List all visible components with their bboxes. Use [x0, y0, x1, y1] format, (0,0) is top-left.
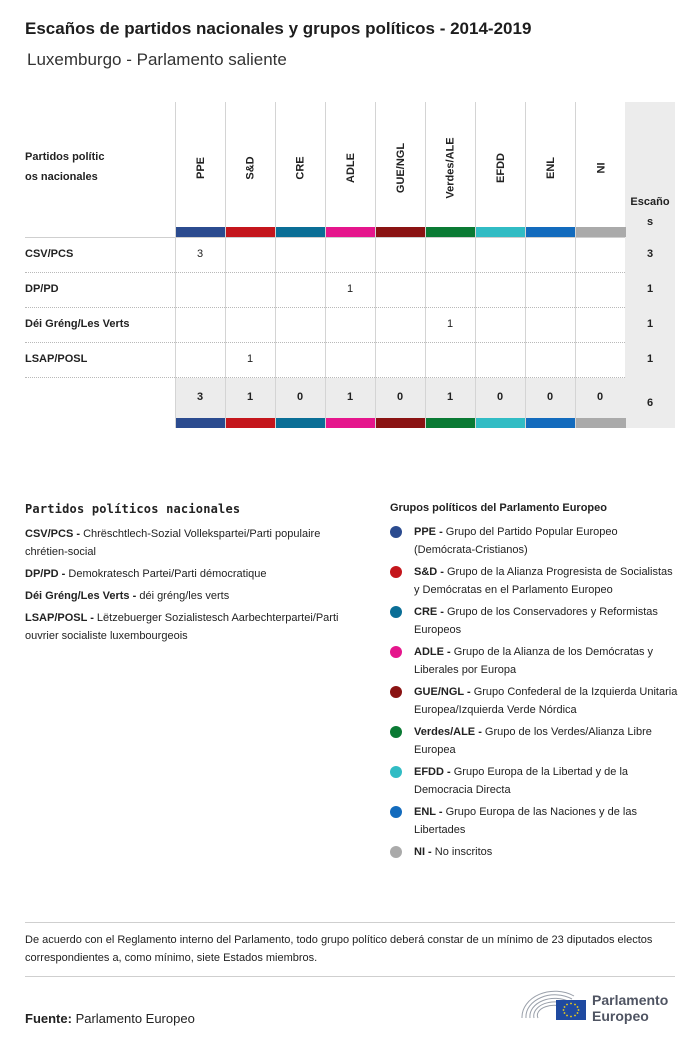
group-full-name: Grupo de la Alianza de los Demócratas y Liberales por Europa — [414, 646, 654, 676]
table-row-party-name: CSV/PCS — [25, 248, 74, 260]
group-color-dot-icon — [390, 566, 402, 578]
group-column — [325, 102, 375, 428]
national-party-legend-item — [25, 565, 365, 583]
page-title: Escaños de partidos nacionales y grupos políticos - 2014-2019 — [25, 19, 532, 38]
group-code: S&D - — [414, 566, 447, 578]
political-group-legend-item — [390, 763, 680, 799]
source-value: Parlamento Europeo — [71, 1011, 195, 1026]
group-full-name: Grupo de la Alianza Progresista de Socialistas y Demócratas en el Parlamento Europeo — [414, 566, 673, 596]
group-color-bar — [176, 227, 226, 237]
group-color-bar — [426, 227, 476, 237]
group-color-bar — [526, 227, 576, 237]
european-parliament-logo — [520, 986, 680, 1026]
group-color-dot-icon — [390, 526, 402, 538]
group-column-header: CRE — [294, 156, 307, 180]
political-group-legend-item — [390, 723, 680, 759]
party-code: Déi Gréng/Les Verts - — [25, 590, 140, 602]
party-full-name: déi gréng/les verts — [139, 590, 230, 602]
seats-header-label: Escaños — [630, 196, 670, 228]
group-total-value: 1 — [446, 391, 454, 403]
political-group-legend-item — [390, 843, 680, 861]
group-color-bar — [526, 418, 576, 428]
footnote-top-divider — [25, 922, 675, 923]
group-color-bar — [276, 227, 326, 237]
group-column-header: Verdes/ALE — [445, 137, 458, 199]
group-color-dot-icon — [390, 646, 402, 658]
group-total-value: 1 — [346, 391, 354, 403]
group-color-dot-icon — [390, 726, 402, 738]
table-row-total: 1 — [646, 283, 654, 295]
table-row-total: 1 — [646, 353, 654, 365]
table-cell-value: 1 — [246, 353, 254, 365]
political-group-legend-item — [390, 643, 680, 679]
group-code: NI - — [414, 846, 435, 858]
group-code: ENL - — [414, 806, 446, 818]
group-code: EFDD - — [414, 766, 454, 778]
group-column — [175, 102, 225, 428]
group-total-value: 1 — [246, 391, 254, 403]
group-color-bar — [326, 418, 376, 428]
logo-text-line1: Parlamento — [592, 992, 669, 1008]
source-line — [25, 1011, 195, 1026]
group-column-header: EFDD — [494, 153, 507, 183]
party-code: DP/PD - — [25, 568, 69, 580]
national-party-legend-item — [25, 587, 365, 605]
group-total-value: 0 — [296, 391, 304, 403]
group-color-dot-icon — [390, 686, 402, 698]
group-column-header: ADLE — [344, 153, 357, 183]
political-group-legend-item — [390, 803, 680, 839]
table-row-total: 3 — [646, 248, 654, 260]
group-color-bar — [176, 418, 226, 428]
group-full-name: Grupo de los Conservadores y Reformistas Europeos — [414, 606, 658, 636]
political-group-legend-item — [390, 683, 680, 719]
seats-column — [625, 102, 675, 428]
group-color-bar — [226, 227, 276, 237]
grand-total-value: 6 — [646, 397, 654, 409]
group-column-header: ENL — [545, 157, 557, 179]
political-groups-legend — [390, 502, 680, 865]
group-code: GUE/NGL - — [414, 686, 474, 698]
source-label: Fuente: — [25, 1011, 72, 1026]
group-column-header: S&D — [244, 156, 257, 180]
table-cell-value: 3 — [196, 248, 204, 260]
group-column — [225, 102, 275, 428]
group-total-value: 0 — [546, 391, 554, 403]
group-color-bar — [276, 418, 326, 428]
party-full-name: Lëtzebuerger Sozialistesch Aarbechterpartei/Parti ouvrier socialiste luxembourgeois — [25, 612, 339, 642]
group-column — [475, 102, 525, 428]
national-party-legend-item — [25, 525, 365, 561]
political-group-legend-item — [390, 563, 680, 599]
group-color-bar — [576, 418, 626, 428]
group-total-value: 3 — [196, 391, 204, 403]
group-column — [525, 102, 575, 428]
national-parties-legend-heading: Partidos políticos nacionales — [25, 502, 241, 516]
group-full-name: Grupo Confederal de la Izquierda Unitaria Europea/Izquierda Verde Nórdica — [414, 686, 678, 716]
european-parliament-hemicycle-icon — [520, 986, 590, 1022]
group-column — [575, 102, 625, 428]
footnote-bottom-divider — [25, 976, 675, 977]
group-total-value: 0 — [396, 391, 404, 403]
group-full-name: No inscritos — [434, 846, 493, 858]
group-code: PPE - — [414, 526, 446, 538]
group-full-name: Grupo del Partido Popular Europeo (Demócrata-Cristianos) — [414, 526, 618, 556]
group-color-bar — [426, 418, 476, 428]
group-color-dot-icon — [390, 846, 402, 858]
group-full-name: Grupo Europa de las Naciones y de las Libertades — [414, 806, 637, 836]
group-color-bar — [576, 227, 626, 237]
table-row-party-name: LSAP/POSL — [25, 353, 88, 365]
party-code: LSAP/POSL - — [25, 612, 97, 624]
group-color-bar — [226, 418, 276, 428]
political-groups-legend-heading: Grupos políticos del Parlamento Europeo — [390, 502, 607, 514]
group-color-dot-icon — [390, 766, 402, 778]
group-code: Verdes/ALE - — [414, 726, 485, 738]
national-parties-legend — [25, 502, 365, 649]
table-cell-value: 1 — [346, 283, 354, 295]
group-code: ADLE - — [414, 646, 454, 658]
national-party-legend-item — [25, 609, 365, 645]
table-row-party-name: Déi Gréng/Les Verts — [25, 318, 130, 330]
group-color-bar — [326, 227, 376, 237]
footnote-text: De acuerdo con el Reglamento interno del Parlamento, todo grupo político deberá constar de un mínimo de 23 diputados electos correspondientes a, como mínimo, siete Estados miembros. — [25, 934, 653, 964]
party-full-name: Chrëschtlech-Sozial Vollekspartei/Parti populaire chrétien-social — [25, 528, 321, 558]
group-color-bar — [376, 418, 426, 428]
group-column — [425, 102, 475, 428]
political-group-legend-item — [390, 603, 680, 639]
group-full-name: Grupo de los Verdes/Alianza Libre Europea — [414, 726, 652, 756]
table-row-party-name: DP/PD — [25, 283, 59, 295]
group-code: CRE - — [414, 606, 447, 618]
page-subtitle: Luxemburgo - Parlamento saliente — [27, 50, 287, 69]
row-header-label: Partidos políticos nacionales — [25, 151, 105, 183]
seats-table — [25, 102, 675, 428]
table-row-total: 1 — [646, 318, 654, 330]
group-total-value: 0 — [496, 391, 504, 403]
party-code: CSV/PCS - — [25, 528, 84, 540]
group-color-bar — [376, 227, 426, 237]
group-column-header: PPE — [194, 156, 207, 180]
group-column — [275, 102, 325, 428]
table-cell-value: 1 — [446, 318, 454, 330]
group-full-name: Grupo Europa de la Libertad y de la Democracia Directa — [414, 766, 629, 796]
group-column-header: NI — [595, 162, 607, 174]
group-color-dot-icon — [390, 806, 402, 818]
group-color-bar — [476, 418, 526, 428]
party-full-name: Demokratesch Partei/Parti démocratique — [68, 568, 267, 580]
group-color-dot-icon — [390, 606, 402, 618]
group-column — [375, 102, 425, 428]
political-group-legend-item — [390, 523, 680, 559]
group-total-value: 0 — [596, 391, 604, 403]
group-color-bar — [476, 227, 526, 237]
group-column-header: GUE/NGL — [395, 142, 407, 194]
logo-text-line2: Europeo — [592, 1008, 649, 1024]
